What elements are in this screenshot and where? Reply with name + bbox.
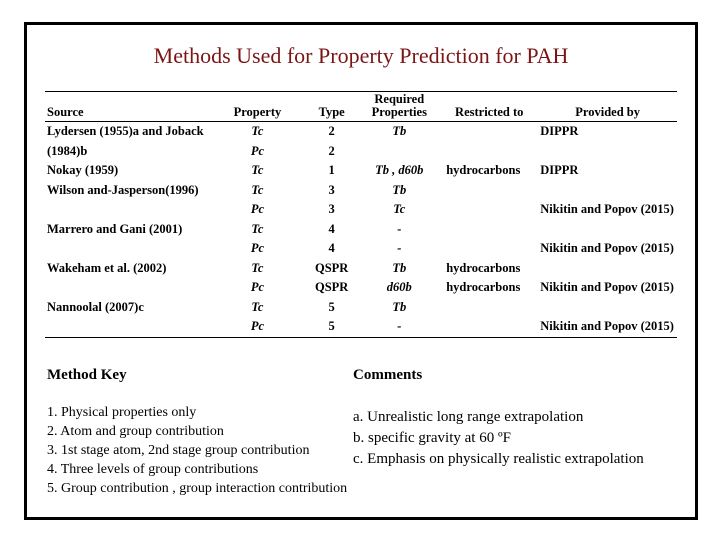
header-property: Property [212,92,303,122]
required-cell: Tb [392,299,407,314]
property-cell: Tc [251,182,264,197]
source-cell: Lydersen (1955)a and Joback [47,124,204,138]
required-cell: Tb [392,182,407,197]
provided-cell [534,181,677,201]
table-row [45,298,677,318]
provided-cell: DIPPR [540,124,579,138]
source-cell: (1984)b [47,143,88,158]
type-cell: QSPR [314,280,349,294]
provided-cell: Nikitin and Popov (2015) [534,317,677,337]
source-cell: Wakeham et al. (2002) [47,260,167,275]
restricted-cell [438,181,534,201]
method-key-item: 1. Physical properties only [47,405,197,420]
property-cell: Tc [251,124,264,138]
table-row [45,220,677,240]
source-cell: Nokay (1959) [47,163,119,177]
comments-heading: Comments [353,367,423,383]
comment-item: b. specific gravity at 60 ºF [353,430,511,446]
type-cell: 5 [328,299,335,314]
type-cell: 4 [328,221,335,236]
restricted-cell [438,239,534,259]
restricted-cell [438,220,534,240]
required-cell: Tb , d60b [375,163,424,177]
comments-list [353,407,644,470]
property-cell: Tc [251,163,264,177]
provided-cell [534,259,677,279]
required-cell: - [397,241,402,255]
header-restricted: Restricted to [438,92,534,122]
type-cell: 5 [303,317,360,337]
table-row [45,259,677,279]
property-cell: Pc [250,143,265,158]
provided-cell [534,142,677,162]
method-key-item: 5. Group contribution , group interaction contribution [47,481,348,496]
method-key-item: 2. Atom and group contribution [47,424,224,439]
table-row [45,142,677,162]
required-cell: Tb [392,260,407,275]
type-cell: 2 [328,124,335,138]
restricted-cell: hydrocarbons [446,280,521,294]
method-key-list [47,403,347,498]
restricted-cell [438,142,534,162]
property-cell: Tc [251,260,264,275]
property-cell: Tc [251,299,264,314]
restricted-cell [438,317,534,337]
type-cell: 2 [328,143,335,158]
table-row [45,317,677,337]
method-key-item: 4. Three levels of group contributions [47,462,259,477]
property-cell: Pc [250,280,265,294]
header-type: Type [303,92,360,122]
type-cell: 1 [328,163,335,177]
restricted-cell: hydrocarbons [446,163,521,177]
required-cell [360,142,438,162]
source-cell [45,278,212,298]
header-required: Required Properties [360,92,438,122]
required-cell: - [360,317,438,337]
source-cell [45,239,212,259]
method-key-item: 3. 1st stage atom, 2nd stage group contribution [47,443,310,458]
table-header-row [45,92,677,122]
property-cell: Pc [250,241,265,255]
required-cell: d60b [386,280,412,294]
provided-cell [534,298,677,318]
comment-item: c. Emphasis on physically realistic extrapolation [353,451,644,467]
table-row [45,200,677,220]
source-cell: Marrero and Gani (2001) [47,221,183,236]
property-cell: Pc [212,317,303,337]
required-cell: Tc [393,202,406,216]
source-cell: Nannoolal (2007)c [47,299,144,314]
table-row [45,278,677,298]
slide-frame [24,22,698,520]
restricted-cell: hydrocarbons [446,260,521,275]
table-row [45,181,677,201]
property-cell: Tc [251,221,264,236]
method-key-heading: Method Key [47,367,127,383]
comment-item: a. Unrealistic long range extrapolation [353,409,584,425]
source-cell: Wilson and-Jasperson(1996) [47,182,199,197]
header-provided: Provided by [534,92,677,122]
source-cell [45,317,212,337]
provided-cell: Nikitin and Popov (2015) [540,280,674,294]
provided-cell: Nikitin and Popov (2015) [540,202,674,216]
header-source: Source [45,92,212,122]
provided-cell: Nikitin and Popov (2015) [540,241,674,255]
table-row [45,122,677,142]
restricted-cell [438,200,534,220]
provided-cell [534,220,677,240]
type-cell: 3 [328,182,335,197]
restricted-cell [438,298,534,318]
restricted-cell [438,122,534,142]
table-row [45,239,677,259]
type-cell: QSPR [314,260,349,275]
property-cell: Pc [250,202,265,216]
slide-title: Methods Used for Property Prediction for PAH [153,43,569,68]
provided-cell: DIPPR [540,163,579,177]
type-cell: 4 [328,241,335,255]
required-cell: - [397,221,402,236]
table-row [45,161,677,181]
type-cell: 3 [328,202,335,216]
methods-table [45,91,677,338]
source-cell [45,200,212,220]
required-cell: Tb [392,124,407,138]
